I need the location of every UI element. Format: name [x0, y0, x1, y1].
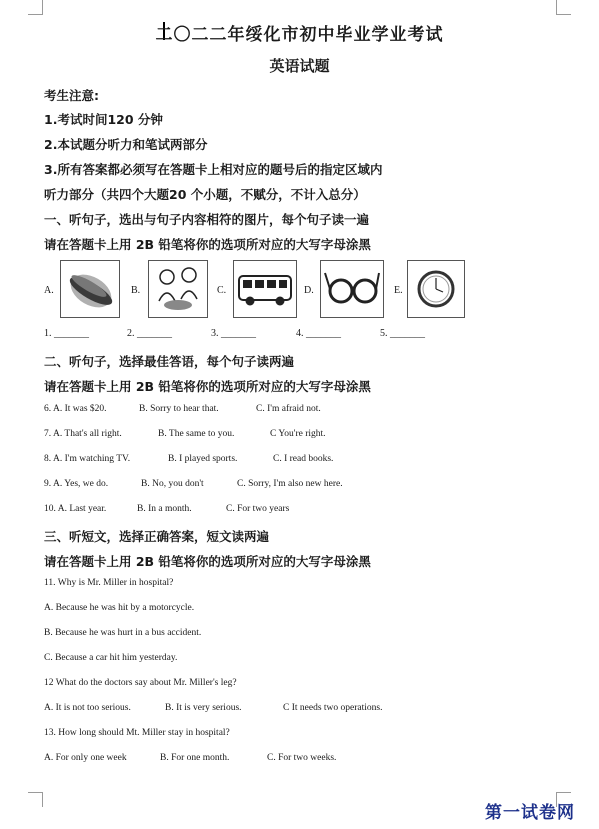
option-text: C. Sorry, I'm also new here. [237, 479, 343, 489]
question-text: 12 What do the doctors say about Mr. Miller's leg? [44, 678, 237, 688]
option-text: B. For one month. [160, 753, 230, 763]
option-text: C. I read books. [273, 454, 334, 464]
part3-heading: 三、听短文，选择正确答案，短文读两遍 [44, 529, 270, 544]
people-eating-icon [148, 260, 208, 318]
option-text: B. Sorry to hear that. [139, 404, 219, 414]
option-text: A. For only one week [44, 753, 127, 763]
page-subtitle: 英语试题 [269, 57, 330, 75]
option-text: B. In a month. [137, 504, 192, 514]
corner-mark [28, 792, 43, 807]
answer-blank[interactable]: 4. _______ [296, 328, 341, 339]
part1-instruction: 请在答题卡上用 2B 铅笔将你的选项所对应的大写字母涂黑 [44, 237, 371, 252]
note-item: 2.本试题分听力和笔试两部分 [44, 137, 208, 152]
answer-blank[interactable]: 2. _______ [127, 328, 172, 339]
notes-heading: 考生注意: [44, 88, 99, 103]
option-text: C It needs two operations. [283, 703, 383, 713]
bus-icon [233, 260, 297, 318]
option-text: B. I played sports. [168, 454, 238, 464]
question-text: 11. Why is Mr. Miller in hospital? [44, 578, 174, 588]
option-text: A. It is not too serious. [44, 703, 131, 713]
glasses-icon [320, 260, 384, 318]
option-text: B. The same to you. [158, 429, 235, 439]
option-text: C You're right. [270, 429, 326, 439]
clock-icon [407, 260, 465, 318]
picture-label: E. [394, 285, 403, 296]
corner-mark [28, 0, 43, 15]
answer-blank[interactable]: 3. _______ [211, 328, 256, 339]
option-text: 8. A. I'm watching TV. [44, 454, 131, 464]
picture-label: A. [44, 285, 54, 296]
option-text: B. Because he was hurt in a bus accident. [44, 628, 202, 638]
answer-blank[interactable]: 1. _______ [44, 328, 89, 339]
hotdog-icon [60, 260, 120, 318]
option-text: C. For two weeks. [267, 753, 337, 763]
option-text: C. I'm afraid not. [256, 404, 321, 414]
option-text: 9. A. Yes, we do. [44, 479, 109, 489]
listening-intro: 听力部分（共四个大题20 个小题，不赋分，不计入总分） [44, 187, 366, 202]
option-text: C. For two years [226, 504, 290, 514]
note-item: 3.所有答案都必须写在答题卡上相对应的题号后的指定区域内 [44, 162, 383, 177]
watermark-brand: 第一试卷网 [485, 803, 575, 823]
picture-label: B. [131, 285, 141, 296]
answer-blank[interactable]: 5. _______ [380, 328, 425, 339]
corner-mark [556, 0, 571, 15]
option-text: B. No, you don't [141, 479, 204, 489]
option-text: C. Because a car hit him yesterday. [44, 653, 178, 663]
option-text: 6. A. It was $20. [44, 404, 107, 414]
question-text: 13. How long should Mt. Miller stay in hospital? [44, 728, 230, 738]
picture-label: C. [217, 285, 227, 296]
part3-instruction: 请在答题卡上用 2B 铅笔将你的选项所对应的大写字母涂黑 [44, 554, 371, 569]
page-title: 二〇二二年绥化市初中毕业学业考试 [155, 25, 444, 45]
part1-heading: 一、听句子，选出与句子内容相符的图片，每个句子读一遍 [44, 212, 370, 227]
picture-label: D. [304, 285, 314, 296]
option-text: A. Because he was hit by a motorcycle. [44, 603, 195, 613]
part2-instruction: 请在答题卡上用 2B 铅笔将你的选项所对应的大写字母涂黑 [44, 379, 371, 394]
option-text: 7. A. That's all right. [44, 429, 122, 439]
part2-heading: 二、听句子，选择最佳答语，每个句子读两遍 [44, 354, 295, 369]
option-text: 10. A. Last year. [44, 504, 107, 514]
note-item: 1.考试时间120 分钟 [44, 112, 163, 127]
option-text: B. It is very serious. [165, 703, 242, 713]
